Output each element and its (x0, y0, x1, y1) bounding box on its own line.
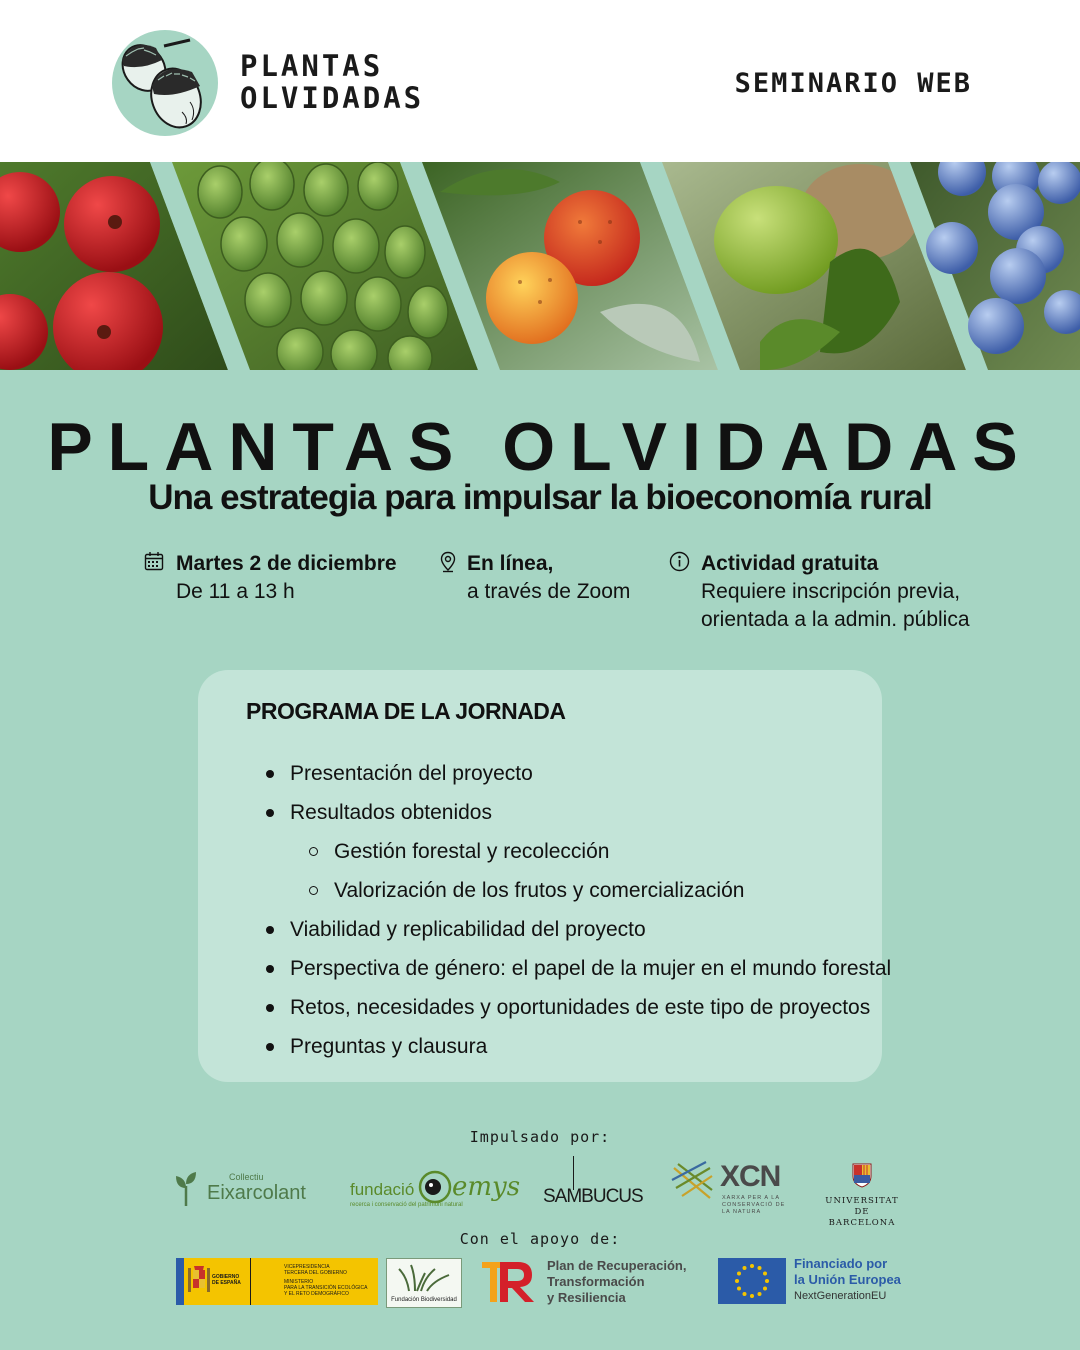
eixarcolant-small: Collectiu (229, 1172, 264, 1182)
partners-label: Impulsado por: (469, 1128, 611, 1146)
event-cost (701, 550, 970, 634)
logo (112, 30, 218, 136)
gobierno-right-2: TERCERA DEL GOBIERNO (284, 1270, 347, 1276)
program-item (246, 754, 891, 793)
xcn-line-2: CONSERVACIÓ DE (722, 1202, 786, 1208)
calendar-icon (144, 551, 164, 571)
program-item-text: Viabilidad y replicabilidad del proyecto (290, 918, 646, 941)
logo-plan-recuperacion (482, 1256, 704, 1310)
info-icon (669, 551, 690, 572)
ub-line-1: UNIVERSITAT DE (825, 1196, 899, 1217)
logo-union-europea (718, 1256, 928, 1308)
bullet-icon (266, 770, 274, 778)
program-item (246, 949, 891, 988)
header (0, 0, 1080, 162)
eu-stripe (176, 1258, 184, 1305)
event-date-day: Martes 2 de diciembre (176, 552, 397, 575)
bullet-icon (266, 809, 274, 817)
eu-text (794, 1256, 901, 1304)
bullet-icon (266, 1004, 274, 1012)
recuperacion-line-1: Plan de Recuperación, (547, 1258, 687, 1273)
ub-text (820, 1196, 904, 1229)
eu-line-1: Financiado por (794, 1256, 888, 1271)
program-item-text: Valorización de los frutos y comercialización (334, 879, 745, 902)
gobierno-right-1: VICEPRESIDENCIA (284, 1264, 330, 1270)
logo-gobierno-espana (176, 1258, 378, 1305)
event-cost-note-1: Requiere inscripción previa, (701, 580, 961, 603)
location-pin-icon (439, 551, 457, 573)
emys-name: emys (452, 1172, 521, 1202)
program-list (246, 754, 891, 1066)
coat-of-arms-icon (188, 1264, 210, 1298)
logo-emys (350, 1166, 521, 1212)
logo-universitat-barcelona (820, 1162, 904, 1228)
bullet-icon (266, 1043, 274, 1051)
program-item-text: Retos, necesidades y oportunidades de este tipo de proyectos (290, 996, 871, 1019)
event-location (467, 550, 630, 606)
program-item-text: Preguntas y clausura (290, 1035, 488, 1058)
logo-xcn (670, 1158, 790, 1218)
event-date (176, 550, 397, 606)
fruit-banner (0, 162, 1080, 370)
ub-line-2: BARCELONA (828, 1218, 896, 1228)
xcn-line-1: XARXA PER A LA (722, 1195, 781, 1201)
gobierno-left-1: GOBIERNO (212, 1274, 240, 1280)
bullet-icon (266, 965, 274, 973)
eu-flag-icon (718, 1258, 786, 1304)
xcn-line-3: LA NATURA (722, 1209, 762, 1215)
sponsors-label: Con el apoyo de: (459, 1230, 621, 1248)
xcn-name: XCN (720, 1160, 781, 1193)
recuperacion-line-2: Transformación (547, 1274, 645, 1289)
gobierno-right (284, 1264, 367, 1297)
emys-prefix: fundació (350, 1180, 415, 1199)
brand-name (240, 50, 424, 114)
seminar-label: SEMINARIO WEB (734, 68, 972, 99)
gobierno-left (212, 1274, 241, 1286)
logo-fundacion-biodiversidad (386, 1258, 462, 1308)
sambucus-name: SAMBUCUS (543, 1186, 643, 1207)
xcn-tagline (722, 1195, 785, 1216)
eu-line-3: NextGenerationEU (794, 1290, 887, 1302)
bullet-icon (266, 926, 274, 934)
recuperacion-text (547, 1258, 686, 1306)
program-item-text: Perspectiva de género: el papel de la mujer en el mundo forestal (290, 957, 892, 980)
program-item (246, 1027, 891, 1066)
tr-mark-icon (482, 1258, 536, 1306)
biodiversidad-name: Fundación Biodiversidad (391, 1297, 457, 1303)
program-title: PROGRAMA DE LA JORNADA (246, 698, 566, 724)
sambucus-line (573, 1156, 574, 1190)
eixarcolant-name: Eixarcolant (207, 1182, 306, 1204)
program-item (246, 910, 891, 949)
eye-icon (418, 1170, 452, 1204)
program-subitem (246, 832, 891, 871)
grass-icon (395, 1263, 453, 1293)
brand-line-2: OLVIDADAS (240, 81, 425, 115)
hollow-bullet-icon (309, 847, 318, 856)
event-title: PLANTAS OLVIDADAS (47, 409, 1033, 485)
program-panel (198, 670, 892, 1082)
program-item (246, 988, 891, 1027)
gobierno-right-4: PARA LA TRANSICIÓN ECOLÓGICA (284, 1285, 368, 1291)
event-cost-note-2: orientada a la admin. pública (701, 608, 970, 631)
brand-line-1: PLANTAS (240, 49, 384, 83)
gobierno-right-3: MINISTERIO (284, 1279, 314, 1285)
eu-line-2: la Unión Europea (794, 1272, 901, 1287)
program-item (246, 793, 891, 832)
logo-eixarcolant (174, 1170, 319, 1210)
event-location-platform: a través de Zoom (467, 580, 631, 603)
gobierno-left-2: DE ESPAÑA (212, 1280, 241, 1286)
emys-tagline: recerca i conservació del patrimoni natural (350, 1202, 463, 1208)
event-subtitle: Una estrategia para impulsar la bioeconomía rural (148, 478, 932, 517)
logo-sambucus (543, 1156, 643, 1210)
program-item-text: Presentación del proyecto (290, 762, 533, 785)
shield-icon (851, 1162, 873, 1188)
gobierno-right-5: Y EL RETO DEMOGRÁFICO (284, 1291, 349, 1297)
event-location-type: En línea, (467, 552, 554, 575)
acorn-icon (112, 30, 218, 136)
sprout-icon (174, 1170, 198, 1206)
recuperacion-line-3: y Resiliencia (547, 1290, 626, 1305)
event-date-time: De 11 a 13 h (176, 580, 295, 603)
gobierno-divider (250, 1258, 251, 1305)
program-subitem (246, 871, 891, 910)
program-item-text: Gestión forestal y recolección (334, 840, 610, 863)
hollow-bullet-icon (309, 886, 318, 895)
event-cost-label: Actividad gratuita (701, 552, 879, 575)
xcn-bird-icon (670, 1158, 716, 1204)
program-item-text: Resultados obtenidos (290, 801, 492, 824)
